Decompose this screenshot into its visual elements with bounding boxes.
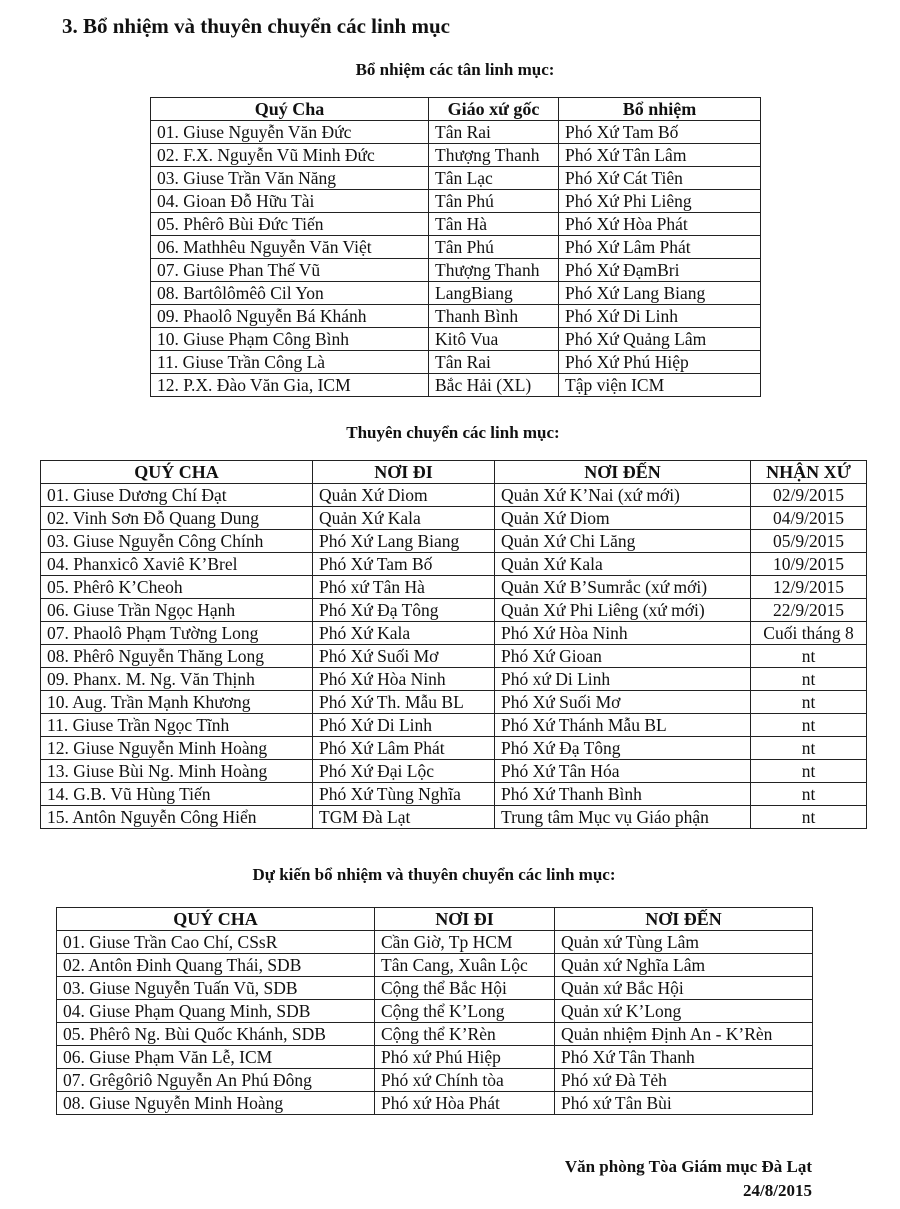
table-row xyxy=(151,351,761,374)
table-row xyxy=(57,931,813,954)
table-cell: Quản Xứ B’Sumrắc (xứ mới) xyxy=(495,576,751,599)
table-cell: 12/9/2015 xyxy=(751,576,867,599)
table-row xyxy=(57,1069,813,1092)
table-cell: Phó Xứ Tân Lâm xyxy=(559,144,761,167)
table-cell: Phó Xứ Lâm Phát xyxy=(313,737,495,760)
table-cell: Phó Xứ Hòa Phát xyxy=(559,213,761,236)
table-cell: Phó Xứ Lang Biang xyxy=(313,530,495,553)
table-cell: Quản Xứ Diom xyxy=(313,484,495,507)
table-cell: Phó Xứ Tân Thanh xyxy=(555,1046,813,1069)
table-cell: Phó Xứ ĐạmBri xyxy=(559,259,761,282)
table-cell: 08. Bartôlômêô Cil Yon xyxy=(151,282,429,305)
table-header-row xyxy=(41,461,867,484)
table-cell: Phó Xứ Suối Mơ xyxy=(313,645,495,668)
table-cell: Phó Xứ Hòa Ninh xyxy=(313,668,495,691)
table-cell: 13. Giuse Bùi Ng. Minh Hoàng xyxy=(41,760,313,783)
table-cell: Thượng Thanh xyxy=(429,144,559,167)
table-cell: Phó Xứ Di Linh xyxy=(313,714,495,737)
table-cell: Phó Xứ Gioan xyxy=(495,645,751,668)
table-cell: Phó xứ Tân Bùi xyxy=(555,1092,813,1115)
table-cell: nt xyxy=(751,737,867,760)
table-row xyxy=(151,167,761,190)
table-cell: Cuối tháng 8 xyxy=(751,622,867,645)
table-cell: Quản xứ Nghĩa Lâm xyxy=(555,954,813,977)
table-cell: Tân Cang, Xuân Lộc xyxy=(375,954,555,977)
column-header: NƠI ĐI xyxy=(313,461,495,484)
table-row xyxy=(41,691,867,714)
table-row xyxy=(41,737,867,760)
table-cell: 06. Mathhêu Nguyễn Văn Việt xyxy=(151,236,429,259)
table-cell: Quản Xứ Chi Lăng xyxy=(495,530,751,553)
table-cell: nt xyxy=(751,668,867,691)
table-header-row xyxy=(57,908,813,931)
table-cell: Phó Xứ Đạ Tông xyxy=(313,599,495,622)
table-row xyxy=(151,259,761,282)
table-cell: 07. Phaolô Phạm Tường Long xyxy=(41,622,313,645)
table-cell: 03. Giuse Nguyễn Công Chính xyxy=(41,530,313,553)
table-cell: Phó xứ Tân Hà xyxy=(313,576,495,599)
table-cell: Kitô Vua xyxy=(429,328,559,351)
table-cell: Phó Xứ Đạ Tông xyxy=(495,737,751,760)
column-header: Bổ nhiệm xyxy=(559,98,761,121)
column-header: Quý Cha xyxy=(151,98,429,121)
table-cell: Phó Xứ Tùng Nghĩa xyxy=(313,783,495,806)
table-cell: Phó Xứ Phi Liêng xyxy=(559,190,761,213)
planned-appointments-table xyxy=(56,907,813,1115)
table-row xyxy=(41,507,867,530)
table-cell: 02. Vinh Sơn Đỗ Quang Dung xyxy=(41,507,313,530)
table-row xyxy=(41,530,867,553)
table-cell: 10. Giuse Phạm Công Bình xyxy=(151,328,429,351)
table-cell: 04. Gioan Đỗ Hữu Tài xyxy=(151,190,429,213)
table-row xyxy=(41,622,867,645)
column-header: NHẬN XỨ xyxy=(751,461,867,484)
table-row xyxy=(151,236,761,259)
table-row xyxy=(57,1092,813,1115)
table-cell: 06. Giuse Trần Ngọc Hạnh xyxy=(41,599,313,622)
page-heading: 3. Bổ nhiệm và thuyên chuyển các linh mục xyxy=(62,14,450,38)
table-cell: 08. Phêrô Nguyễn Thăng Long xyxy=(41,645,313,668)
table-cell: Quản xứ Tùng Lâm xyxy=(555,931,813,954)
table-cell: 12. P.X. Đào Văn Gia, ICM xyxy=(151,374,429,397)
table-cell: Quản Xứ Phi Liêng (xứ mới) xyxy=(495,599,751,622)
table-cell: nt xyxy=(751,714,867,737)
table-cell: Phó Xứ Thanh Bình xyxy=(495,783,751,806)
table-cell: Tân Rai xyxy=(429,121,559,144)
table-cell: nt xyxy=(751,806,867,829)
column-header: QUÝ CHA xyxy=(41,461,313,484)
table-row xyxy=(41,576,867,599)
column-header: QUÝ CHA xyxy=(57,908,375,931)
transfers-table xyxy=(40,460,867,829)
table-cell: LangBiang xyxy=(429,282,559,305)
appointments-new-priests-table xyxy=(150,97,761,397)
table-cell: 04. Giuse Phạm Quang Minh, SDB xyxy=(57,1000,375,1023)
table-cell: Quản xứ Bắc Hội xyxy=(555,977,813,1000)
table-cell: Phó Xứ Lâm Phát xyxy=(559,236,761,259)
table-row xyxy=(151,328,761,351)
table-cell: Quản nhiệm Định An - K’Rèn xyxy=(555,1023,813,1046)
table-cell: Thượng Thanh xyxy=(429,259,559,282)
table-row xyxy=(57,1000,813,1023)
table-cell: Phó Xứ Phú Hiệp xyxy=(559,351,761,374)
table-header-row xyxy=(151,98,761,121)
table-cell: 07. Giuse Phan Thế Vũ xyxy=(151,259,429,282)
table-cell: Quản xứ K’Long xyxy=(555,1000,813,1023)
table-cell: 14. G.B. Vũ Hùng Tiến xyxy=(41,783,313,806)
table-cell: Quản Xứ K’Nai (xứ mới) xyxy=(495,484,751,507)
table-row xyxy=(57,977,813,1000)
section1-title: Bổ nhiệm các tân linh mục: xyxy=(355,60,555,79)
table-cell: Phó Xứ Suối Mơ xyxy=(495,691,751,714)
table-cell: 05/9/2015 xyxy=(751,530,867,553)
table-cell: Phó Xứ Hòa Ninh xyxy=(495,622,751,645)
signature-block xyxy=(565,1155,812,1203)
table-cell: Tân Phú xyxy=(429,190,559,213)
table-cell: 04. Phanxicô Xaviê K’Brel xyxy=(41,553,313,576)
table-cell: Cộng thể K’Long xyxy=(375,1000,555,1023)
table-cell: 10. Aug. Trần Mạnh Khương xyxy=(41,691,313,714)
table-cell: 01. Giuse Trần Cao Chí, CSsR xyxy=(57,931,375,954)
table-row xyxy=(41,668,867,691)
table-cell: Phó xứ Di Linh xyxy=(495,668,751,691)
table-row xyxy=(151,121,761,144)
column-header: NƠI ĐI xyxy=(375,908,555,931)
signature-office: Văn phòng Tòa Giám mục Đà Lạt xyxy=(564,1157,812,1176)
table-cell: Phó Xứ Lang Biang xyxy=(559,282,761,305)
table-cell: nt xyxy=(751,783,867,806)
table-cell: Phó Xứ Đại Lộc xyxy=(313,760,495,783)
column-header: NƠI ĐẾN xyxy=(495,461,751,484)
table-cell: 01. Giuse Nguyễn Văn Đức xyxy=(151,121,429,144)
table-cell: Phó Xứ Th. Mẫu BL xyxy=(313,691,495,714)
table-row xyxy=(41,760,867,783)
table-row xyxy=(57,1046,813,1069)
table-cell: Cần Giờ, Tp HCM xyxy=(375,931,555,954)
table-cell: Thanh Bình xyxy=(429,305,559,328)
table-cell: 09. Phaolô Nguyễn Bá Khánh xyxy=(151,305,429,328)
table-cell: Trung tâm Mục vụ Giáo phận xyxy=(495,806,751,829)
table-cell: Phó xứ Đà Tẻh xyxy=(555,1069,813,1092)
table-cell: nt xyxy=(751,691,867,714)
table-cell: Phó Xứ Cát Tiên xyxy=(559,167,761,190)
table-cell: 03. Giuse Nguyễn Tuấn Vũ, SDB xyxy=(57,977,375,1000)
table-cell: 08. Giuse Nguyễn Minh Hoàng xyxy=(57,1092,375,1115)
table-row xyxy=(57,1023,813,1046)
table-cell: nt xyxy=(751,645,867,668)
table-row xyxy=(151,305,761,328)
table-row xyxy=(41,806,867,829)
table-row xyxy=(41,484,867,507)
table-cell: Phó Xứ Thánh Mẫu BL xyxy=(495,714,751,737)
table-cell: Bắc Hải (XL) xyxy=(429,374,559,397)
table-cell: 07. Grêgôriô Nguyễn An Phú Đông xyxy=(57,1069,375,1092)
section3-title: Dự kiến bổ nhiệm và thuyên chuyển các linh mục: xyxy=(252,865,616,884)
column-header: Giáo xứ gốc xyxy=(429,98,559,121)
table-row xyxy=(151,374,761,397)
table-row xyxy=(151,144,761,167)
table-cell: 04/9/2015 xyxy=(751,507,867,530)
table-cell: 05. Phêrô Ng. Bùi Quốc Khánh, SDB xyxy=(57,1023,375,1046)
table-cell: 11. Giuse Trần Ngọc Tĩnh xyxy=(41,714,313,737)
table-cell: 02/9/2015 xyxy=(751,484,867,507)
table-cell: 10/9/2015 xyxy=(751,553,867,576)
table-row xyxy=(57,954,813,977)
table-row xyxy=(41,553,867,576)
table-cell: 03. Giuse Trần Văn Năng xyxy=(151,167,429,190)
table-row xyxy=(41,783,867,806)
table-row xyxy=(41,645,867,668)
table-cell: Tân Phú xyxy=(429,236,559,259)
table-cell: nt xyxy=(751,760,867,783)
table-cell: Cộng thể K’Rèn xyxy=(375,1023,555,1046)
table-cell: Tân Hà xyxy=(429,213,559,236)
column-header: NƠI ĐẾN xyxy=(555,908,813,931)
table-cell: Quản Xứ Kala xyxy=(495,553,751,576)
table-cell: Phó Xứ Quảng Lâm xyxy=(559,328,761,351)
table-cell: 06. Giuse Phạm Văn Lễ, ICM xyxy=(57,1046,375,1069)
table-cell: Tân Rai xyxy=(429,351,559,374)
table-row xyxy=(41,599,867,622)
table-cell: TGM Đà Lạt xyxy=(313,806,495,829)
table-cell: 02. F.X. Nguyễn Vũ Minh Đức xyxy=(151,144,429,167)
signature-date: 24/8/2015 xyxy=(743,1181,812,1200)
table-row xyxy=(151,190,761,213)
table-cell: 01. Giuse Dương Chí Đạt xyxy=(41,484,313,507)
table-cell: 05. Phêrô Bùi Đức Tiến xyxy=(151,213,429,236)
table-cell: Quản Xứ Kala xyxy=(313,507,495,530)
table-cell: Phó xứ Chính tòa xyxy=(375,1069,555,1092)
table-cell: Phó Xứ Tam Bố xyxy=(559,121,761,144)
table-cell: 15. Antôn Nguyễn Công Hiển xyxy=(41,806,313,829)
section2-title: Thuyên chuyển các linh mục: xyxy=(346,423,560,442)
table-cell: 02. Antôn Đinh Quang Thái, SDB xyxy=(57,954,375,977)
table-cell: 09. Phanx. M. Ng. Văn Thịnh xyxy=(41,668,313,691)
table-cell: 05. Phêrô K’Cheoh xyxy=(41,576,313,599)
table-cell: 11. Giuse Trần Công Là xyxy=(151,351,429,374)
table-cell: Phó xứ Phú Hiệp xyxy=(375,1046,555,1069)
table-cell: 12. Giuse Nguyễn Minh Hoàng xyxy=(41,737,313,760)
table-row xyxy=(151,282,761,305)
table-cell: Phó Xứ Di Linh xyxy=(559,305,761,328)
table-row xyxy=(151,213,761,236)
table-cell: Phó xứ Hòa Phát xyxy=(375,1092,555,1115)
table-cell: 22/9/2015 xyxy=(751,599,867,622)
table-cell: Cộng thể Bắc Hội xyxy=(375,977,555,1000)
table-cell: Phó Xứ Kala xyxy=(313,622,495,645)
table-cell: Tập viện ICM xyxy=(559,374,761,397)
table-cell: Phó Xứ Tam Bố xyxy=(313,553,495,576)
table-cell: Quản Xứ Diom xyxy=(495,507,751,530)
table-cell: Phó Xứ Tân Hóa xyxy=(495,760,751,783)
table-row xyxy=(41,714,867,737)
table-cell: Tân Lạc xyxy=(429,167,559,190)
